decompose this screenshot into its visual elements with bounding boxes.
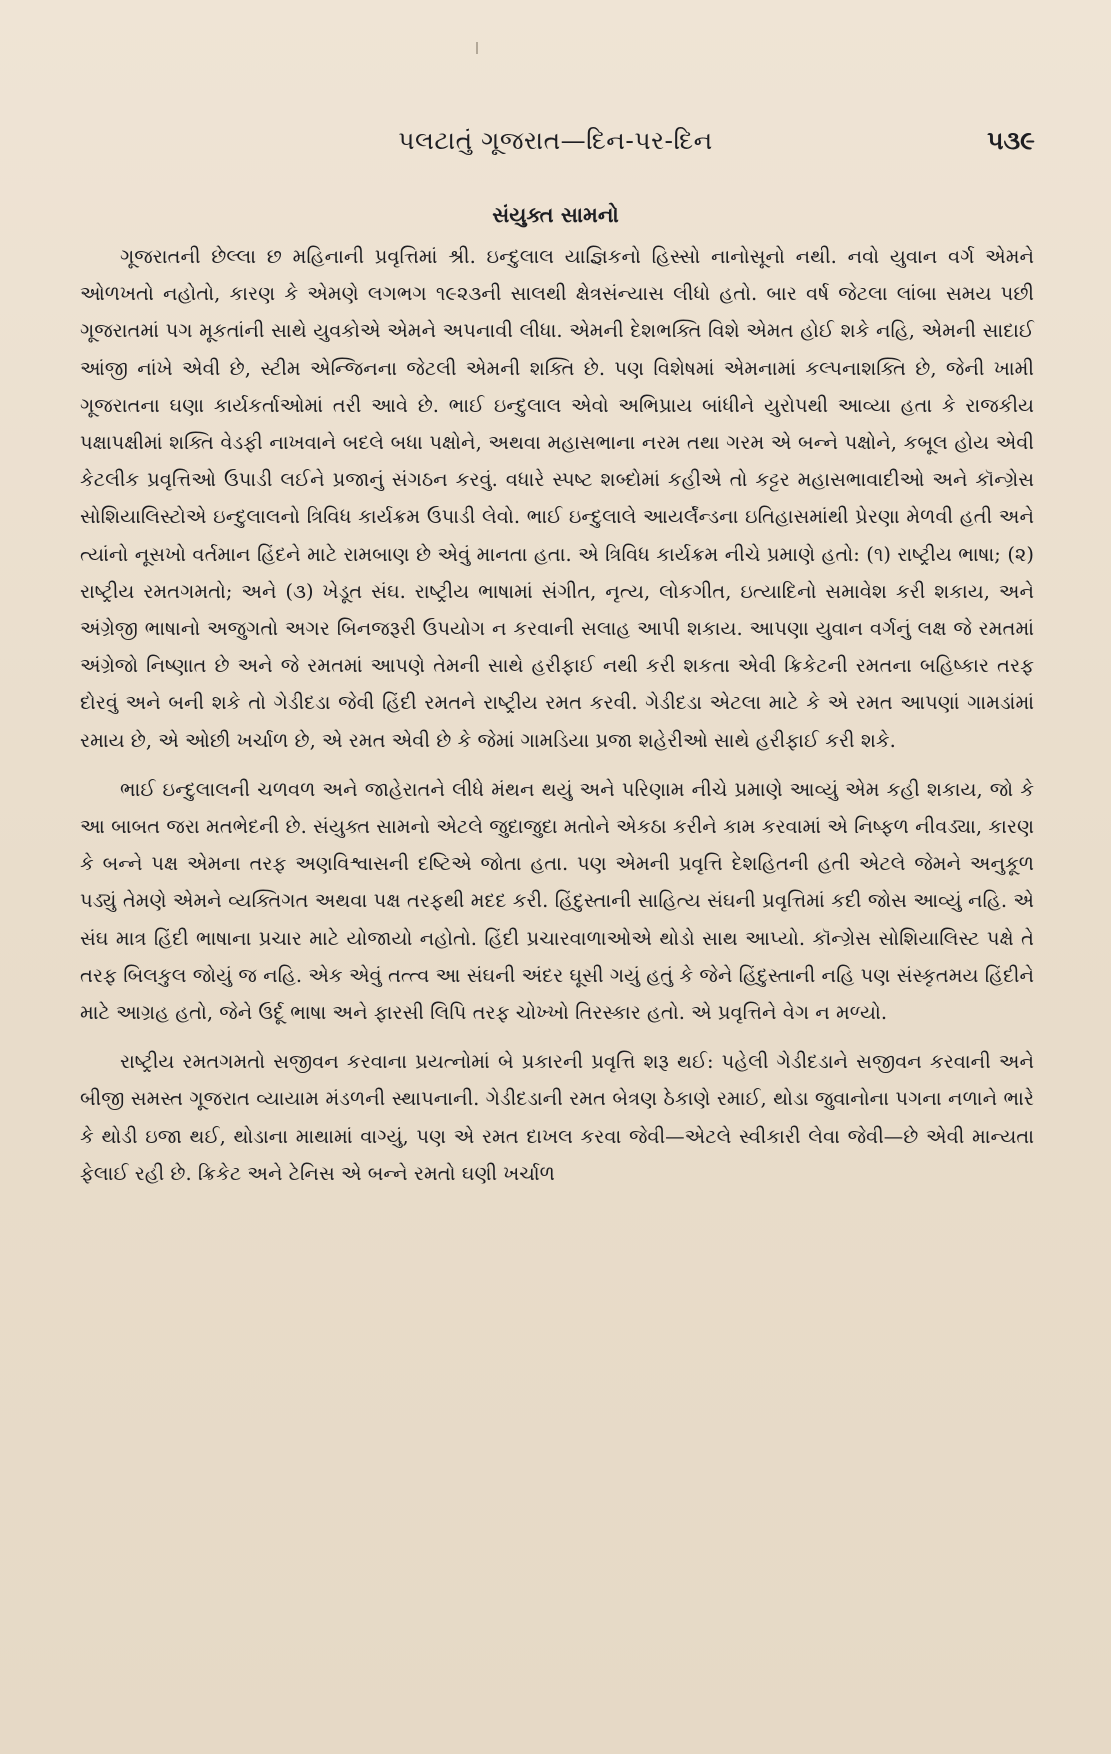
section-heading: સંયુક્ત સામનો <box>492 202 619 227</box>
running-title: પલટાતું ગૂજરાત—દિન-પર-દિન <box>398 126 713 155</box>
body-text <box>80 238 1034 1192</box>
print-mark <box>476 42 478 54</box>
paragraph-1: ગૂજરાતની છેલ્લા છ મહિનાની પ્રવૃત્તિમાં શ્રી. ઇન્દુલાલ યાજ્ઞિકનો હિસ્સો નાનોસૂનો નથી. નવો યુવાન વર્ગ એમને ઓળખતો નહોતો, કારણ કે એમણે લગભગ ૧૯૨૩ની સાલથી ક્ષેત્રસંન્યાસ લીધો હતો. બાર વર્ષ જેટલા લાંબા સમય પછી ગૂજરાતમાં પગ મૂકતાંની સાથે યુવકોએ એમને અપનાવી લીધા. એમની દેશભક્તિ વિશે એમત હોઈ શકે નહિ, એમની સાદાઈ આંજી નાંખે એવી છે, સ્ટીમ એન્જિનના જેટલી એમની શક્તિ છે. પણ વિશેષમાં એમનામાં કલ્પનાશક્તિ છે, જેની ખામી ગૂજરાતના ઘણા કાર્યકર્તાઓમાં તરી આવે છે. ભાઈ ઇન્દુલાલ એવો અભિપ્રાય બાંધીને યુરોપથી આવ્યા હતા કે રાજકીય પક્ષાપક્ષીમાં શક્તિ વેડફી નાખવાને બદલે બધા પક્ષોને, અથવા મહાસભાના નરમ તથા ગરમ એ બન્ને પક્ષોને, કબૂલ હોય એવી કેટલીક પ્રવૃત્તિઓ ઉપાડી લઈને પ્રજાનું સંગઠન કરવું. વધારે સ્પષ્ટ શબ્દોમાં કહીએ તો કટ્ટર મહાસભાવાદીઓ અને કૉન્ગ્રેસ સોશિયાલિસ્ટોએ ઇન્દુલાલનો ત્રિવિધ કાર્યક્રમ ઉપાડી લેવો. ભાઈ ઇન્દુલાલે આયર્લૅન્ડના ઇતિહાસમાંથી પ્રેરણા મેળવી હતી અને ત્યાંનો નૂસખો વર્તમાન હિંદને માટે રામબાણ છે એવું માનતા હતા. એ ત્રિવિધ કાર્યક્રમ નીચે પ્રમાણે હતો: (૧) રાષ્ટ્રીય ભાષા; (૨) રાષ્ટ્રીય રમતગમતો; અને (૩) ખેડૂત સંઘ. રાષ્ટ્રીય ભાષામાં સંગીત, નૃત્ય, લોકગીત, ઇત્યાદિનો સમાવેશ કરી શકાય, અને અંગ્રેજી ભાષાનો અજુગતો અગર બિનજરૂરી ઉપયોગ ન કરવાની સલાહ આપી શકાય. આપણા યુવાન વર્ગનું લક્ષ જે રમતમાં અંગ્રેજો નિષ્ણાત છે અને જે રમતમાં આપણે તેમની સાથે હરીફાઈ નથી કરી શકતા એવી ક્રિકેટની રમતના બહિષ્કાર તરફ દોરવું અને બની શકે તો ગેડીદડા જેવી હિંદી રમતને રાષ્ટ્રીય રમત કરવી. ગેડીદડા એટલા માટે કે એ રમત આપણાં ગામડાંમાં રમાય છે, એ ઓછી ખર્ચાળ છે, એ રમત એવી છે કે જેમાં ગામડિયા પ્રજા શહેરીઓ સાથે હરીફાઈ કરી શકે. <box>80 245 1034 752</box>
paragraph-3: રાષ્ટ્રીય રમતગમતો સજીવન કરવાના પ્રયત્નોમાં બે પ્રકારની પ્રવૃત્તિ શરૂ થઈ: પહેલી ગેડીદડાને સજીવન કરવાની અને બીજી સમસ્ત ગૂજરાત વ્યાયામ મંડળની સ્થાપનાની. ગેડીદડાની રમત બેત્રણ ઠેકાણે રમાઈ, થોડા જુવાનોના પગના નળાને ભારે કે થોડી ઇજા થઈ, થોડાના માથામાં વાગ્યું, પણ એ રમત દાખલ કરવા જેવી—એટલે સ્વીકારી લેવા જેવી—છે એવી માન્યતા ફેલાઈ રહી છે. ક્રિકેટ અને ટેનિસ એ બન્ને રમતો ઘણી ખર્ચાળ <box>80 1050 1034 1185</box>
page-number: ૫૩૯ <box>987 126 1035 155</box>
paragraph-2: ભાઈ ઇન્દુલાલની ચળવળ અને જાહેરાતને લીધે મંથન થયું અને પરિણામ નીચે પ્રમાણે આવ્યું એમ કહી શકાય, જો કે આ બાબત જરા મતભેદની છે. સંયુક્ત સામનો એટલે જુદાજુદા મતોને એકઠા કરીને કામ કરવામાં એ નિષ્ફળ નીવડ્યા, કારણ કે બન્ને પક્ષ એમના તરફ અણવિશ્વાસની દષ્ટિએ જોતા હતા. પણ એમની પ્રવૃત્તિ દેશહિતની હતી એટલે જેમને અનુકૂળ પડ્યું તેમણે એમને વ્યક્તિગત અથવા પક્ષ તરફથી મદદ કરી. હિંદુસ્તાની સાહિત્ય સંઘની પ્રવૃત્તિમાં કદી જોસ આવ્યું નહિ. એ સંઘ માત્ર હિંદી ભાષાના પ્રચાર માટે યોજાયો નહોતો. હિંદી પ્રચારવાળાઓએ થોડો સાથ આપ્યો. કૉન્ગ્રેસ સોશિયાલિસ્ટ પક્ષે તે તરફ બિલકુલ જોયું જ નહિ. એક એવું તત્ત્વ આ સંઘની અંદર ઘૂસી ગયું હતું કે જેને હિંદુસ્તાની નહિ પણ સંસ્કૃતમય હિંદીને માટે આગ્રહ હતો, જેને ઉર્દૂ ભાષા અને ફારસી લિપિ તરફ ચોખ્ખો તિરસ્કાર હતો. એ પ્રવૃત્તિને વેગ ન મળ્યો. <box>80 777 1034 1025</box>
page-header <box>0 126 1111 166</box>
